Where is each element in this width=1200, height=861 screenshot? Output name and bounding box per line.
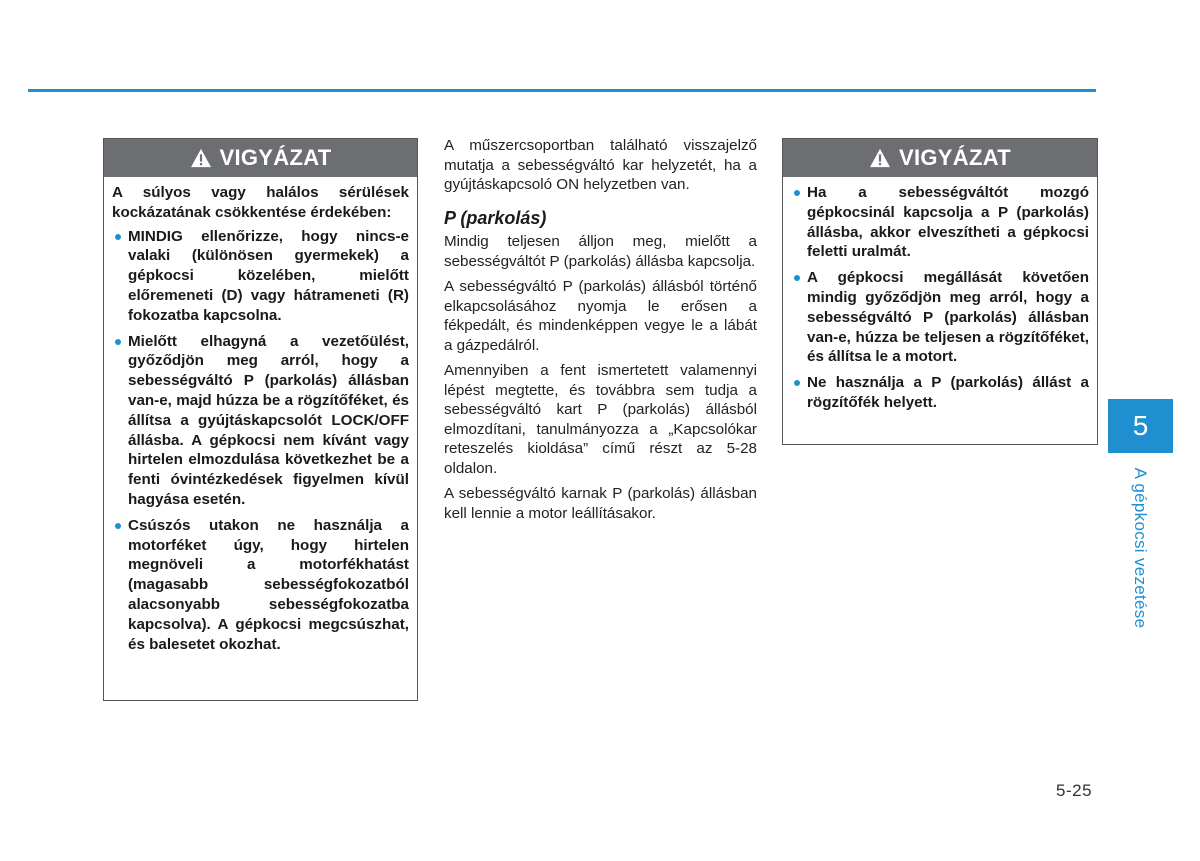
bullet-icon (115, 339, 121, 345)
warning-title: VIGYÁZAT (219, 145, 332, 170)
page-number: 5-25 (1056, 781, 1093, 800)
warning-list (791, 183, 1089, 413)
header-rule (28, 89, 1096, 92)
bullet-icon (794, 275, 800, 281)
warning-title: VIGYÁZAT (899, 145, 1011, 170)
main-text-column (444, 136, 757, 529)
warning-item: Csúszós utakon ne használja a motorféket úgy, hogy hirtelen megnöveli a motorfékhatást (magasabb sebességfokozatból alacsonyabb sebességfokozatba kapcsolva). A gépkocsi megcsúszhat, és balesetet okozhat. (112, 516, 409, 655)
body-paragraph: A sebességváltó karnak P (parkolás) állásban kell lennie a motor leállításakor. (444, 485, 757, 522)
warning-intro: A súlyos vagy halálos sérülések kockázatának csökkentése érdekében: (112, 184, 409, 221)
warning-header (783, 139, 1097, 177)
warning-body (104, 177, 417, 666)
warning-item: Ne használja a P (parkolás) állást a rögzítőfék helyett. (791, 373, 1089, 413)
bullet-icon (115, 234, 121, 240)
warning-item: MINDIG ellenőrizze, hogy nincs-e valaki (különösen gyermekek) a gépkocsi közelében, mielőtt előremeneti (D) vagy hátrameneti (R) fokozatba kapcsolna. (112, 227, 409, 326)
chapter-title: A gépkocsi vezetése (1131, 467, 1150, 629)
bullet-icon (794, 190, 800, 196)
section-heading: P (parkolás) (444, 207, 547, 228)
body-paragraph: A sebességváltó P (parkolás) állásból történő elkapcsolásához nyomja le erősen a fékpedált, és mindenképpen vegye le a lábát a gázpedálról. (444, 278, 757, 354)
warning-item: Mielőtt elhagyná a vezetőülést, győződjön meg arról, hogy a sebességváltó P (parkolás) állásban van-e, majd húzza be a rögzítőféket, és állítsa a gyújtáskapcsolót LOCK/OFF állásba. A gépkocsi nem kívánt vagy hirtelen elmozdulása következhet be a fenti óvintézkedések figyelmen kívül hagyása esetén. (112, 332, 409, 510)
bullet-icon (115, 523, 121, 529)
warning-triangle-icon (190, 148, 212, 168)
body-paragraph: Mindig teljesen álljon meg, mielőtt a sebességváltót P (parkolás) állásba kapcsolja. (444, 233, 757, 270)
bullet-icon (794, 380, 800, 386)
body-paragraph: Amennyiben a fent ismertetett valamennyi lépést megtette, és továbbra sem tudja a sebességváltó kart P (parkolás) állásból elmozdítani, tanulmányozza a „Kapcsolókar reteszelés kioldása” című részt az 5-28 oldalon. (444, 362, 757, 477)
warning-list (112, 227, 409, 655)
warning-header (104, 139, 417, 177)
warning-item: Ha a sebességváltót mozgó gépkocsinál kapcsolja a P (parkolás) állásba, akkor elveszítheti a gépkocsi feletti uralmát. (791, 183, 1089, 262)
warning-triangle-icon (869, 148, 891, 168)
chapter-number: 5 (1132, 410, 1149, 441)
warning-box-left (103, 138, 418, 701)
intro-paragraph: A műszercsoportban található visszajelző mutatja a sebességváltó kar helyzetét, ha a gyújtáskapcsoló ON helyzetben van. (444, 137, 757, 193)
chapter-tab (1108, 399, 1173, 453)
warning-item: A gépkocsi megállását követően mindig győződjön meg arról, hogy a sebességváltó P (parkolás) állásban van-e, húzza be teljesen a rögzítőféket, és állítsa le a motort. (791, 268, 1089, 367)
warning-box-right (782, 138, 1098, 445)
warning-body (783, 177, 1097, 425)
